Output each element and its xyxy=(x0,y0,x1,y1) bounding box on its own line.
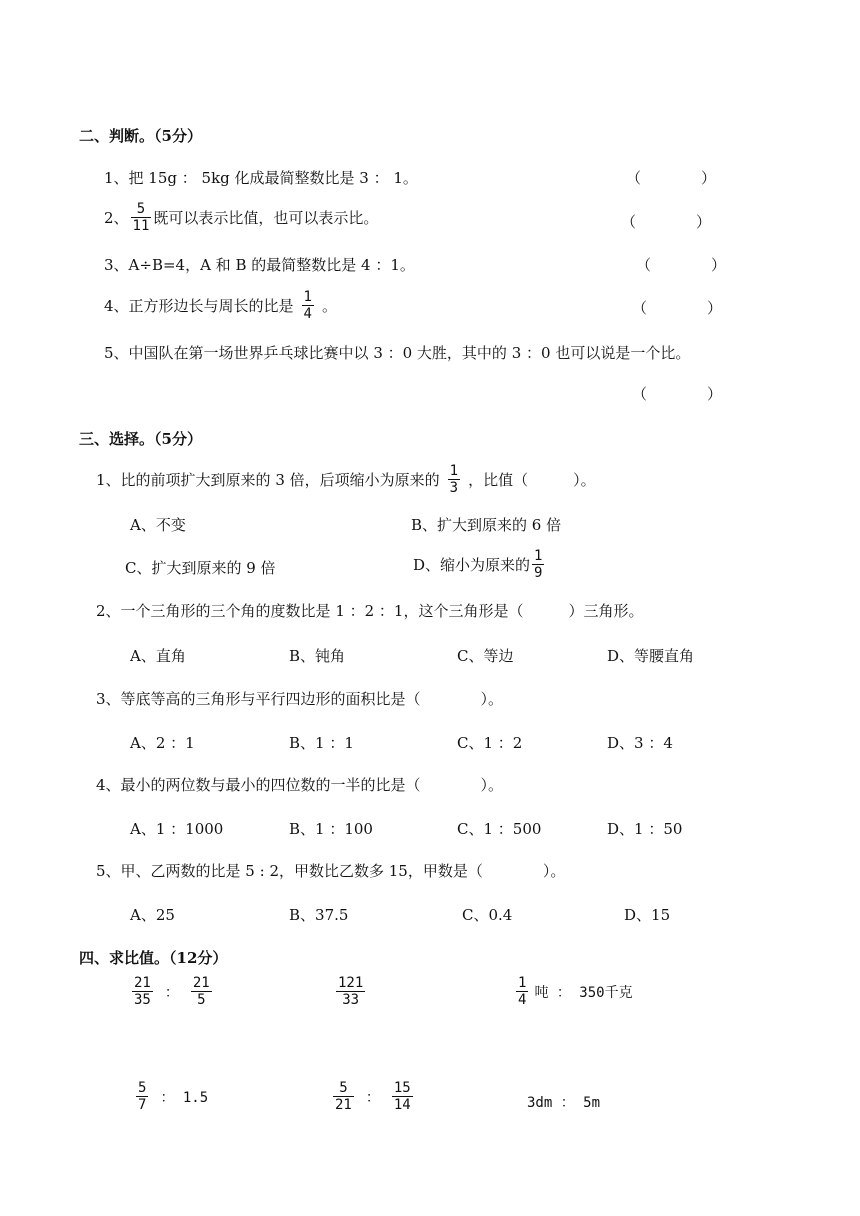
ratio-expression-5 xyxy=(331,1080,415,1113)
fraction-denominator: 4 xyxy=(518,992,527,1008)
s3-question-4: 4、最小的两位数与最小的四位数的一半的比是（ ）。 xyxy=(96,776,504,794)
s3-q1-option-b: B、扩大到原来的 6 倍 xyxy=(411,516,562,534)
ratio-colon: ： xyxy=(365,1089,380,1106)
fraction-denominator: 21 xyxy=(335,1097,352,1113)
s3-q1-text: 1、比的前项扩大到原来的 3 倍，后项缩小为原来的 xyxy=(96,471,440,489)
s3-question-2: 2、一个三角形的三个角的度数比是 1 ：2 ：1，这个三角形是（ ）三角形。 xyxy=(96,602,644,620)
s3-q4-option-c: C、1 ：500 xyxy=(457,820,542,838)
section-4-title: 四、求比值。（12分） xyxy=(79,949,228,967)
fraction-numerator: 15 xyxy=(393,1080,411,1096)
s3-q1-fraction xyxy=(448,463,460,496)
s2-answer-paren-1: （ ） xyxy=(626,169,717,187)
ratio-5-fraction-a xyxy=(333,1080,354,1113)
fraction-numerator: 5 xyxy=(138,1080,147,1096)
s3-q4-option-b: B、1 ：100 xyxy=(289,820,373,838)
s3-q1-d-text: D、缩小为原来的 xyxy=(413,556,531,574)
fraction-numerator: 5 xyxy=(136,201,146,217)
s3-q1-d-fraction xyxy=(532,548,544,581)
fraction-numerator: 1 xyxy=(534,548,543,564)
s3-q2-option-c: C、等边 xyxy=(457,647,514,665)
fraction-numerator: 1 xyxy=(449,463,459,479)
s2-answer-paren-5: （ ） xyxy=(632,385,723,403)
fraction-denominator: 5 xyxy=(191,991,212,1008)
s3-question-1 xyxy=(96,463,596,496)
ratio-3-fraction xyxy=(516,975,528,1008)
s3-q3-option-b: B、1 ：1 xyxy=(289,734,354,752)
fraction-numerator: 121 xyxy=(338,975,364,991)
fraction-denominator: 14 xyxy=(393,1097,411,1113)
s3-q4-option-a: A、1 ：1000 xyxy=(130,820,224,838)
s3-question-5: 5、甲、乙两数的比是 5 : 2，甲数比乙数多 15，甲数是（ ）。 xyxy=(96,862,566,880)
ratio-4-text: ： 1.5 xyxy=(160,1089,209,1106)
s2-question-2 xyxy=(104,201,378,234)
s3-q5-option-b: B、37.5 xyxy=(289,906,349,924)
s3-question-3: 3、等底等高的三角形与平行四边形的面积比是（ ）。 xyxy=(96,690,504,708)
fraction-denominator: 9 xyxy=(534,565,543,581)
s2-question-4 xyxy=(104,289,337,322)
fraction-numerator: 1 xyxy=(518,975,527,991)
s2-q2-prefix: 2、 xyxy=(104,209,129,227)
fraction-denominator: 4 xyxy=(303,306,312,322)
ratio-expression-2 xyxy=(334,975,367,1008)
s3-q2-option-d: D、等腰直角 xyxy=(607,647,695,665)
s3-q4-option-d: D、1 ：50 xyxy=(607,820,683,838)
fraction-denominator: 11 xyxy=(132,218,150,234)
s3-q3-option-a: A、2 ：1 xyxy=(130,734,195,752)
ratio-5-fraction-b xyxy=(392,1080,413,1113)
ratio-expression-1 xyxy=(130,975,214,1008)
s3-q1-option-d xyxy=(413,548,546,581)
s2-q2-fraction xyxy=(131,201,152,234)
s3-q5-option-d: D、15 xyxy=(624,906,671,924)
ratio-expression-4 xyxy=(134,1080,208,1113)
section-2-title: 二、判断。（5分） xyxy=(79,127,202,145)
s2-q4-text: 4、正方形边长与周长的比是 xyxy=(104,297,294,315)
s3-q1-option-c: C、扩大到原来的 9 倍 xyxy=(125,559,276,577)
fraction-denominator: 33 xyxy=(336,991,365,1008)
s2-q4-fraction xyxy=(302,289,314,322)
fraction-numerator: 5 xyxy=(339,1080,348,1096)
fraction-numerator: 21 xyxy=(134,975,151,991)
ratio-expression-3 xyxy=(514,975,633,1008)
fraction-numerator: 21 xyxy=(192,975,210,991)
s2-question-5: 5、中国队在第一场世界乒乓球比赛中以 3 ：0 大胜，其中的 3 ：0 也可以说是一个比。 xyxy=(104,344,691,362)
s2-question-1: 1、把 15g ： 5kg 化成最简整数比是 3 ： 1。 xyxy=(104,169,418,187)
s3-q5-option-a: A、25 xyxy=(130,906,175,924)
s3-q5-option-c: C、0.4 xyxy=(462,906,513,924)
s2-answer-paren-3: （ ） xyxy=(636,256,727,274)
ratio-3-text: 吨 ： 350千克 xyxy=(534,984,633,1001)
s3-q1-end: ，比值（ ）。 xyxy=(468,471,596,489)
ratio-1-fraction-a xyxy=(132,975,153,1008)
fraction-denominator: 35 xyxy=(134,992,151,1008)
ratio-1-fraction-b xyxy=(191,975,212,1008)
ratio-2-fraction xyxy=(336,975,365,1008)
s2-answer-paren-2: （ ） xyxy=(621,213,712,231)
s2-question-3: 3、A÷B=4，A 和 B 的最简整数比是 4 ：1。 xyxy=(104,256,415,274)
s3-q1-option-a: A、不变 xyxy=(130,516,186,534)
s3-q3-option-c: C、1 ：2 xyxy=(457,734,523,752)
ratio-4-fraction xyxy=(136,1080,148,1113)
fraction-denominator: 3 xyxy=(449,480,459,496)
s3-q3-option-d: D、3 ：4 xyxy=(607,734,673,752)
s3-q2-option-a: A、直角 xyxy=(130,647,186,665)
s3-q2-option-b: B、钝角 xyxy=(289,647,346,665)
s2-answer-paren-4: （ ） xyxy=(632,299,723,317)
fraction-denominator: 7 xyxy=(138,1097,147,1113)
ratio-colon: ： xyxy=(164,984,179,1001)
fraction-numerator: 1 xyxy=(303,289,312,305)
s2-q2-text: 既可以表示比值，也可以表示比。 xyxy=(153,209,379,227)
s2-q4-end: 。 xyxy=(321,297,337,315)
ratio-expression-6: 3dm ： 5m xyxy=(527,1095,601,1111)
section-3-title: 三、选择。（5分） xyxy=(79,430,202,448)
